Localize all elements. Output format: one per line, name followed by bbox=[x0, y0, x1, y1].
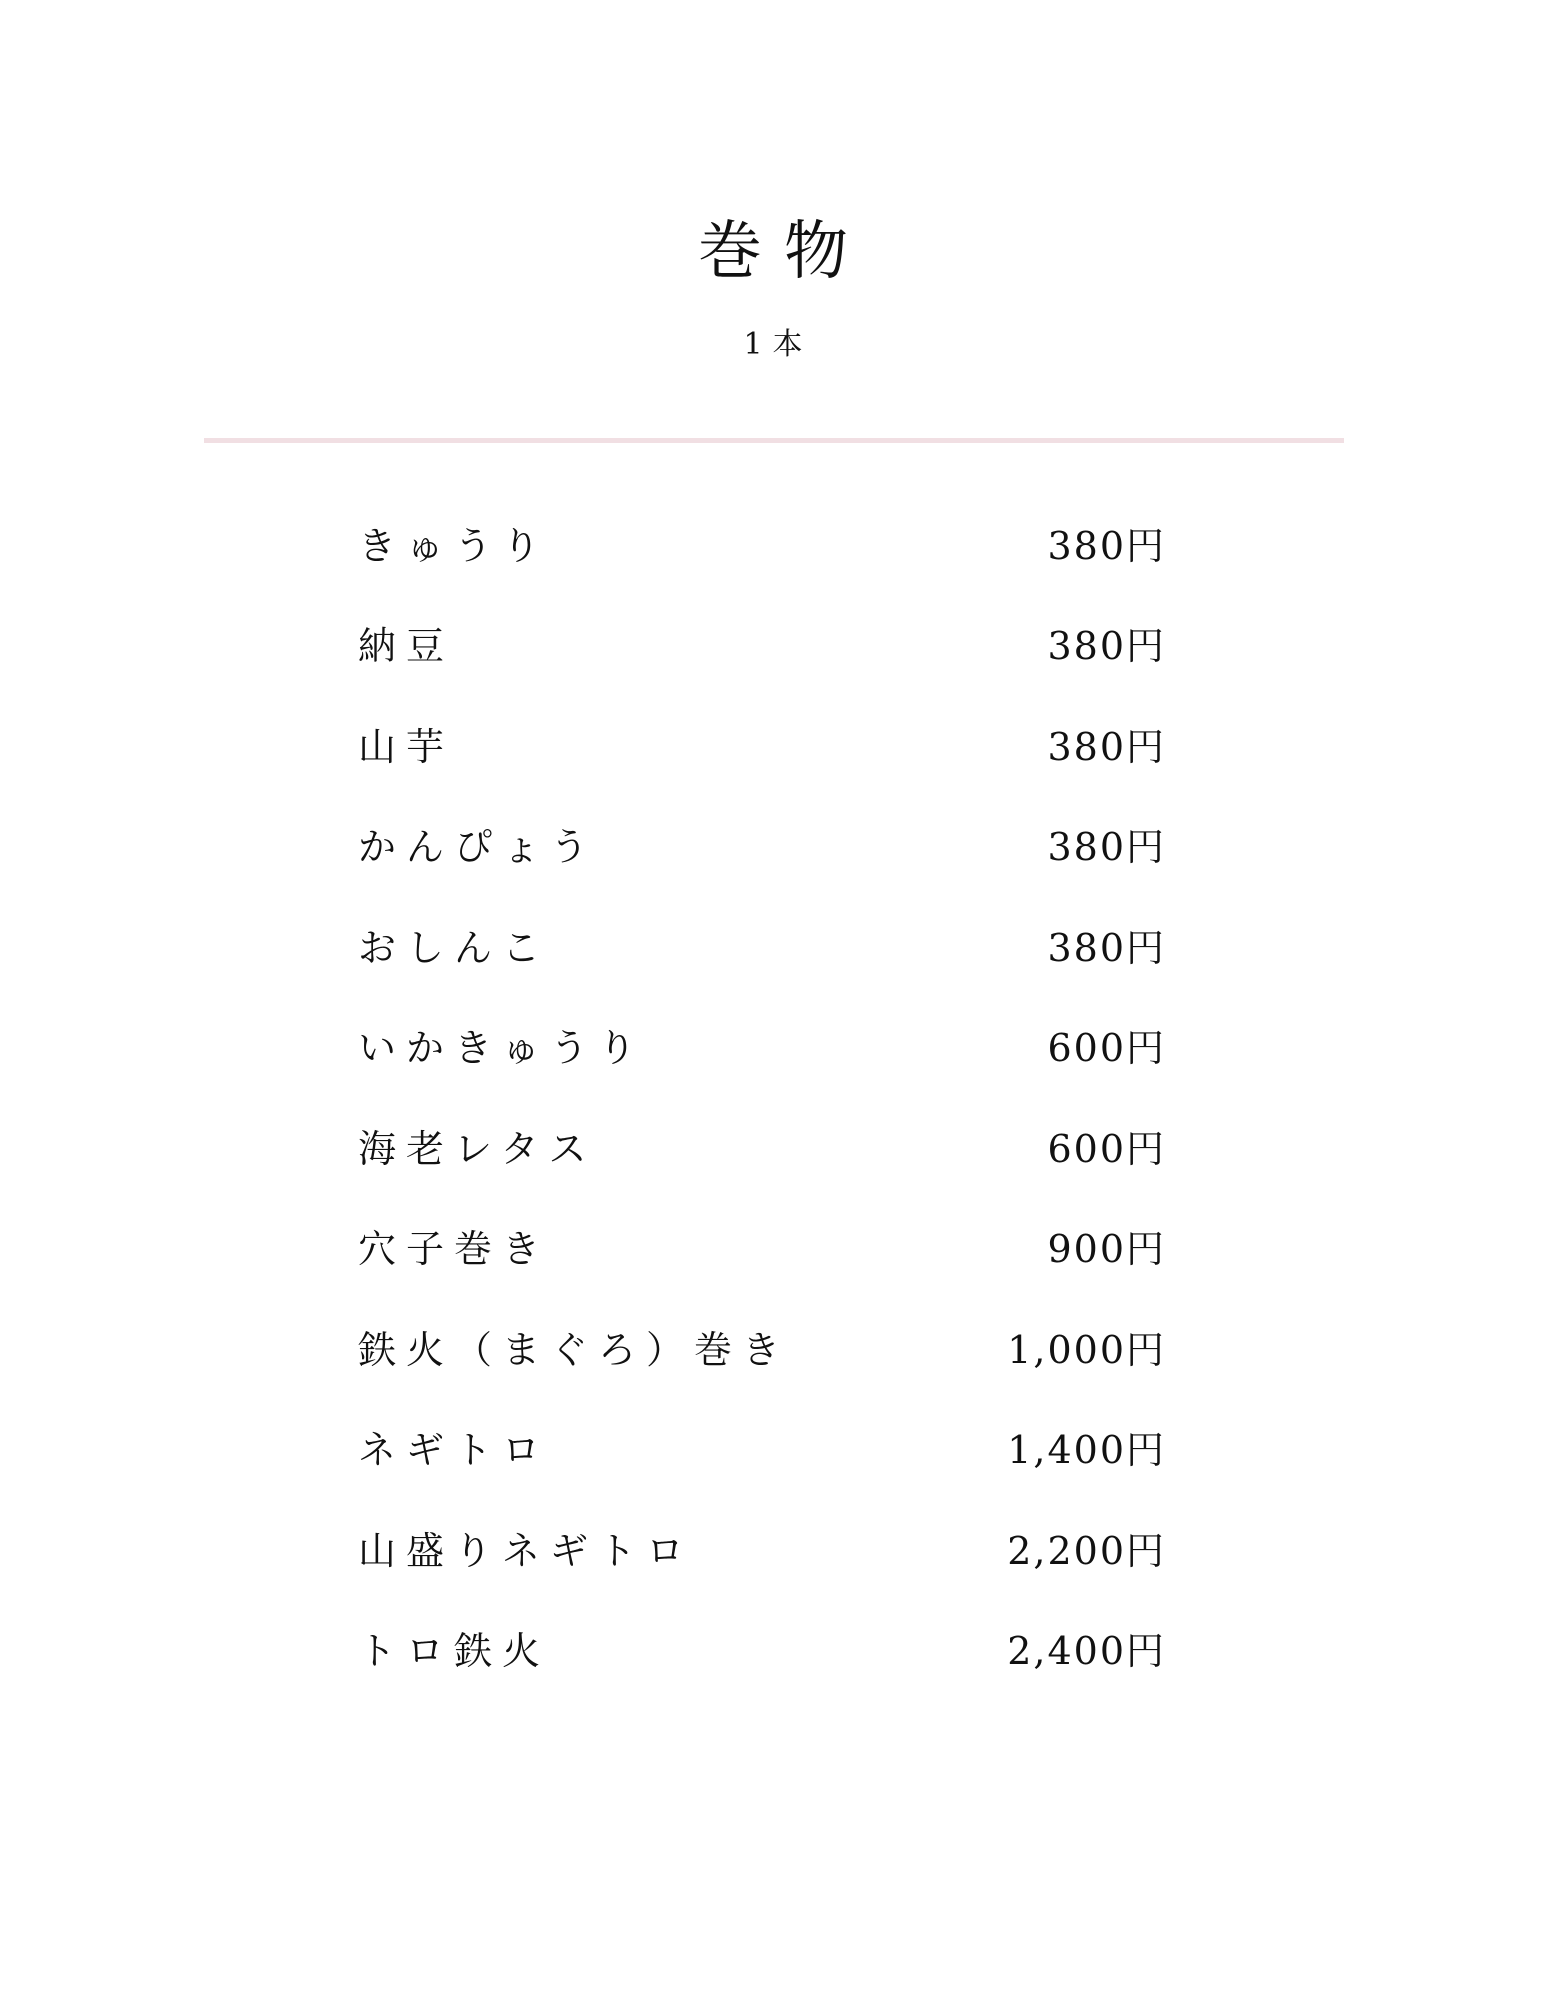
menu-item bbox=[358, 995, 1166, 1096]
menu-item-price: 380円 bbox=[1047, 724, 1166, 769]
menu-item-price: 380円 bbox=[1047, 925, 1166, 970]
menu-item-price: 2,200円 bbox=[1007, 1528, 1166, 1573]
menu-item-price: 380円 bbox=[1047, 523, 1166, 568]
menu-item-price: 900円 bbox=[1047, 1227, 1166, 1272]
menu-item-name: かんぴょう bbox=[358, 825, 599, 870]
menu-item-list bbox=[358, 492, 1166, 1698]
menu-item bbox=[358, 492, 1166, 593]
menu-item bbox=[358, 593, 1166, 694]
menu-item-name: ネギトロ bbox=[358, 1428, 551, 1473]
menu-item-price: 380円 bbox=[1047, 825, 1166, 870]
menu-item-price: 1,000円 bbox=[1007, 1327, 1166, 1372]
page-title: 巻物 bbox=[698, 215, 870, 289]
page-subtitle: 1本 bbox=[743, 327, 813, 362]
menu-item-name: きゅうり bbox=[358, 523, 551, 568]
menu-item bbox=[358, 693, 1166, 794]
menu-item bbox=[358, 1095, 1166, 1196]
menu-item-name: 穴子巻き bbox=[358, 1227, 551, 1272]
menu-item bbox=[358, 1196, 1166, 1297]
menu-item bbox=[358, 794, 1166, 895]
menu-item bbox=[358, 1497, 1166, 1598]
menu-item-name: 山盛りネギトロ bbox=[358, 1528, 695, 1573]
menu-item-price: 2,400円 bbox=[1007, 1629, 1166, 1674]
menu-item-price: 600円 bbox=[1047, 1026, 1166, 1071]
divider bbox=[204, 438, 1344, 443]
menu-item-price: 600円 bbox=[1047, 1126, 1166, 1171]
menu-item-name: 納豆 bbox=[358, 624, 455, 669]
menu-item-name: おしんこ bbox=[358, 925, 551, 970]
menu-item bbox=[358, 1397, 1166, 1498]
menu-item-name: 海老レタス bbox=[358, 1126, 597, 1171]
menu-item-name: トロ鉄火 bbox=[358, 1629, 551, 1674]
menu-item-price: 380円 bbox=[1047, 624, 1166, 669]
menu-item bbox=[358, 1598, 1166, 1699]
menu-item-name: いかきゅうり bbox=[358, 1026, 647, 1071]
menu-item-name: 山芋 bbox=[358, 724, 455, 769]
menu-item-name: 鉄火（まぐろ）巻き bbox=[358, 1327, 791, 1372]
menu-item-price: 1,400円 bbox=[1007, 1428, 1166, 1473]
menu-item bbox=[358, 1296, 1166, 1397]
menu-item bbox=[358, 894, 1166, 995]
